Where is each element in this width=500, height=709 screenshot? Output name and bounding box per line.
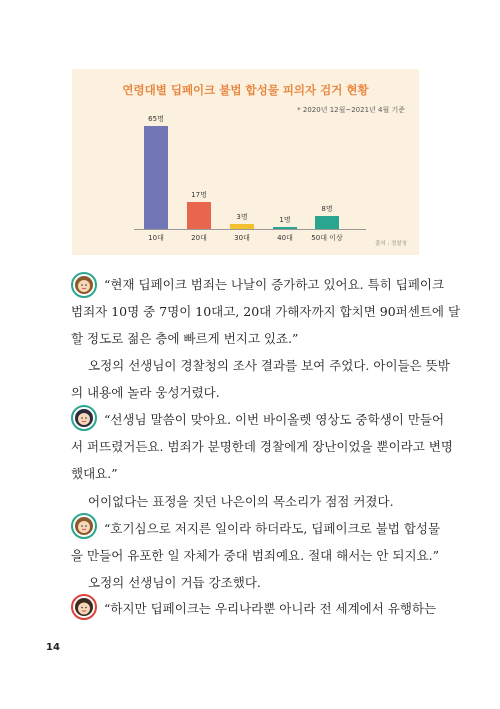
chart-box [72, 69, 419, 255]
bar-3 [230, 224, 254, 229]
paragraph-line: 했대요.” [71, 466, 118, 481]
bar-category-label: 40대 [277, 234, 293, 242]
chart-title: 연령대별 딥페이크 불법 합성물 피의자 검거 현황 [122, 83, 369, 97]
chart-note: * 2020년 12월~2021년 4월 기준 [297, 106, 405, 114]
boy-avatar-icon [71, 594, 97, 620]
paragraph-line: 범죄자 10명 중 7명이 10대고, 20대 가해자까지 합치면 90퍼센트에 달 [71, 304, 461, 319]
girl-avatar-icon [71, 405, 97, 431]
paragraph-line: “선생님 말씀이 맞아요. 이번 바이올렛 영상도 중학생이 만들어 [104, 412, 445, 427]
bar-2 [187, 202, 211, 229]
bar-value-label: 3명 [236, 213, 248, 221]
bar-value-label: 65명 [148, 115, 164, 123]
paragraph-line: 서 퍼뜨렸거든요. 범죄가 분명한데 경찰에게 장난이었을 뿐이라고 변명 [71, 439, 453, 454]
bar-5 [315, 216, 339, 229]
paragraph-line: 어이없다는 표정을 짓던 나은이의 목소리가 점점 커졌다. [88, 494, 394, 509]
paragraph-line: “현재 딥페이크 범죄는 나날이 증가하고 있어요. 특히 딥페이크 [104, 277, 445, 292]
paragraph-line: 의 내용에 놀라 웅성거렸다. [71, 385, 220, 400]
bar-category-label: 20대 [191, 234, 207, 242]
chart-baseline [134, 229, 366, 230]
bar-category-label: 50대 이상 [311, 234, 343, 242]
bar-category-label: 10대 [148, 234, 164, 242]
paragraph-line: 오정의 선생님이 경찰청의 조사 결과를 보여 주었다. 아이들은 뜻밖 [88, 358, 450, 373]
teacher-avatar-icon [71, 272, 97, 298]
teacher-avatar-icon [71, 513, 97, 539]
paragraph-line: 할 정도로 젊은 층에 빠르게 번지고 있죠.” [71, 331, 299, 346]
chart-source: 출처 : 경찰청 [375, 241, 407, 247]
bar-category-label: 30대 [234, 234, 250, 242]
page-number: 14 [46, 642, 60, 653]
paragraph-line: 오정의 선생님이 거듭 강조했다. [88, 575, 261, 590]
bar-value-label: 1명 [279, 216, 291, 224]
bar-value-label: 17명 [191, 191, 207, 199]
bar-4 [273, 227, 297, 229]
paragraph-line: 을 만들어 유포한 일 자체가 중대 범죄예요. 절대 해서는 안 되지요.” [71, 548, 440, 563]
bar-value-label: 8명 [321, 205, 333, 213]
paragraph-line: “하지만 딥페이크는 우리나라뿐 아니라 전 세계에서 유행하는 [104, 601, 437, 616]
paragraph-line: “호기심으로 저지른 일이라 하더라도, 딥페이크로 불법 합성물 [104, 521, 441, 536]
bar-1 [144, 126, 168, 229]
